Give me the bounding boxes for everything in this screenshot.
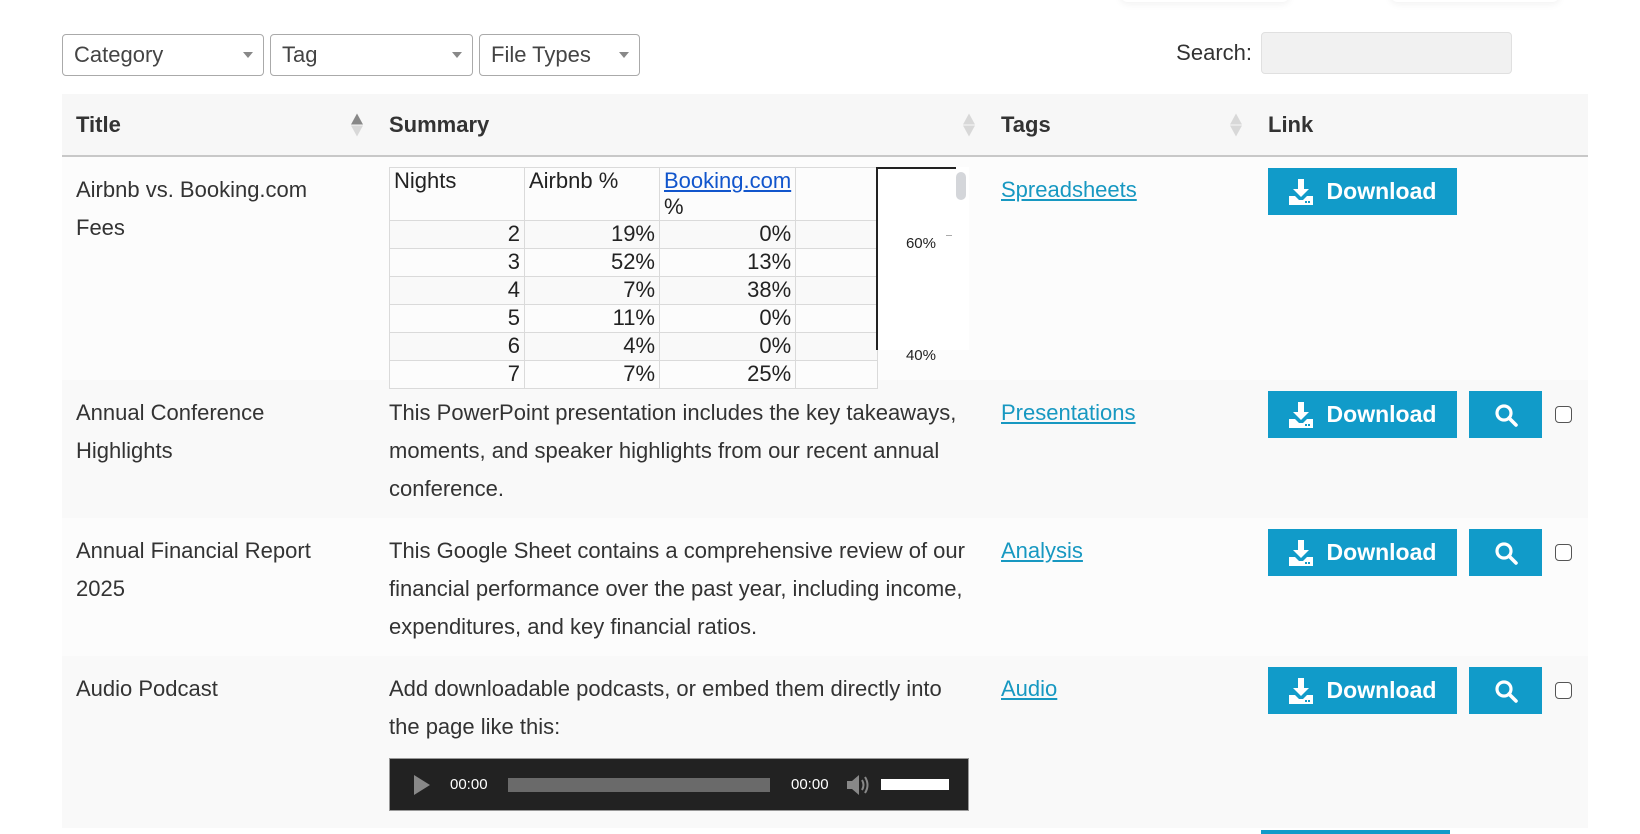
download-button[interactable]: Download: [1268, 529, 1457, 576]
spreadsheet-scrollbar[interactable]: [956, 172, 966, 200]
tag-link-spreadsheets[interactable]: Spreadsheets: [1001, 177, 1137, 202]
download-button[interactable]: Download: [1268, 667, 1457, 714]
top-nav-shadow-2: [1390, 0, 1560, 2]
download-button[interactable]: Download: [1268, 391, 1457, 438]
duration: 00:00: [791, 775, 829, 793]
sort-icon: [963, 113, 975, 136]
column-header-summary[interactable]: Summary: [375, 94, 987, 156]
download-icon: [1289, 678, 1313, 704]
filter-bar: [62, 34, 640, 76]
table-row: [62, 380, 1588, 518]
sort-icon: [1230, 113, 1242, 136]
preview-button[interactable]: [1469, 391, 1542, 438]
download-icon: [1289, 540, 1313, 566]
column-header-title[interactable]: Title: [62, 94, 375, 156]
category-filter[interactable]: [62, 34, 264, 76]
row-title: Airbnb vs. Booking.com Fees: [62, 156, 375, 380]
documents-table: [62, 94, 1588, 828]
volume-slider[interactable]: [881, 779, 949, 790]
table-header-row: [62, 94, 1588, 156]
spreadsheet-grid: Nights Airbnb % Booking.com % 2 19% 0% 3 52% 13% 4 7% 38% 5 11% 0% 6 4% 0% 7 7% 25%: [389, 167, 878, 389]
search-input[interactable]: [1261, 32, 1512, 74]
download-icon: [1289, 179, 1313, 205]
preview-button[interactable]: [1469, 667, 1542, 714]
magnifier-icon: [1494, 541, 1518, 565]
row-title: Annual Financial Report 2025: [62, 518, 375, 656]
search-label: Search:: [1176, 40, 1252, 65]
volume-icon[interactable]: [845, 773, 871, 797]
embedded-chart: [876, 167, 956, 364]
row-summary: [375, 156, 987, 386]
category-filter-label: Category: [74, 42, 164, 67]
chevron-down-icon: [452, 52, 462, 58]
tag-link-presentations[interactable]: Presentations: [1001, 400, 1136, 425]
file-types-filter[interactable]: [479, 34, 640, 76]
tag-link-analysis[interactable]: Analysis: [1001, 538, 1083, 563]
table-row: [62, 518, 1588, 656]
table-row: [62, 156, 1588, 380]
current-time: 00:00: [450, 775, 488, 793]
top-nav-shadow-1: [1120, 0, 1290, 2]
select-checkbox[interactable]: [1555, 406, 1572, 423]
sort-ascending-icon: [351, 113, 363, 136]
tag-filter[interactable]: [270, 34, 473, 76]
magnifier-icon: [1494, 679, 1518, 703]
play-icon[interactable]: [414, 775, 430, 795]
row-summary: This Google Sheet contains a comprehensive review of our financial performance over the past year, including income, expenditures, and key financial ratios.: [375, 518, 987, 656]
select-checkbox[interactable]: [1555, 544, 1572, 561]
chart-tick: 60%: [905, 235, 936, 252]
booking-link[interactable]: Booking.com: [664, 168, 792, 193]
row-summary-text: Add downloadable podcasts, or embed them directly into the page like this:: [389, 676, 942, 739]
row-title: Annual Conference Highlights: [62, 380, 375, 518]
table-row: [62, 656, 1588, 828]
magnifier-icon: [1494, 403, 1518, 427]
row-title: Audio Podcast: [62, 656, 375, 828]
chart-tick: 40%: [905, 347, 936, 364]
audio-player: [389, 758, 969, 811]
row-summary: This PowerPoint presentation includes the key takeaways, moments, and speaker highlights from our recent annual conference.: [375, 380, 987, 518]
download-button[interactable]: Download: [1268, 168, 1457, 215]
chevron-down-icon: [619, 52, 629, 58]
download-icon: [1289, 402, 1313, 428]
column-header-link: Link: [1254, 94, 1588, 156]
file-types-filter-label: File Types: [491, 42, 591, 67]
select-checkbox[interactable]: [1555, 682, 1572, 699]
chevron-down-icon: [243, 52, 253, 58]
tag-filter-label: Tag: [282, 42, 318, 67]
embedded-spreadsheet[interactable]: [389, 167, 969, 386]
preview-button[interactable]: [1469, 529, 1542, 576]
tag-link-audio[interactable]: Audio: [1001, 676, 1058, 701]
audio-progress-bar[interactable]: [508, 778, 770, 792]
column-header-tags[interactable]: Tags: [987, 94, 1254, 156]
search-box: [1176, 32, 1512, 74]
next-row-download-button-edge[interactable]: [1261, 830, 1450, 834]
row-summary: [375, 656, 987, 828]
